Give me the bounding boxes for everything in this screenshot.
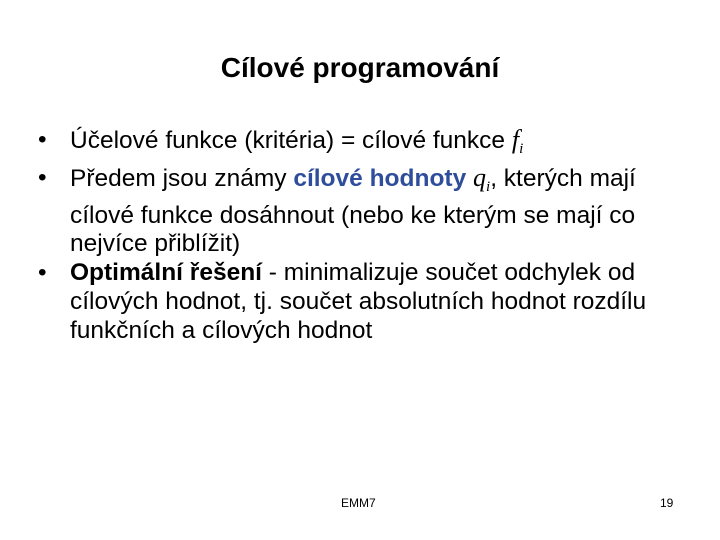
math-subscript: i xyxy=(519,141,524,157)
slide-title: Cílové programování xyxy=(220,52,500,83)
bullet-text-rest: , kterých mají cílové funkce dosáhnout (nebo ke kterým se mají co nejvíce přiblížit) xyxy=(70,164,636,258)
bullet-item-2 xyxy=(38,164,698,259)
math-symbol: f xyxy=(511,125,520,154)
bullet-text-lead: Předem jsou známy xyxy=(70,164,294,192)
bullet-item-3 xyxy=(38,259,698,345)
bullet-marker: • xyxy=(38,126,47,153)
bold-term: Optimální řešení xyxy=(70,259,262,287)
page-number: 19 xyxy=(660,496,674,510)
slide-footer: EMM7 xyxy=(341,496,376,510)
bullet-item-1 xyxy=(38,126,698,164)
bullet-list xyxy=(38,126,698,346)
math-symbol: q xyxy=(473,162,487,192)
bullet-text-rest: - minimalizuje součet odchylek od cílových hodnot, tj. součet absolutních hodnot rozdílu funkčních a cílových hodnot xyxy=(70,259,647,344)
bullet-marker: • xyxy=(38,259,47,287)
bullet-marker: • xyxy=(38,163,47,191)
spacer-text xyxy=(466,165,473,192)
math-subscript: i xyxy=(486,178,491,195)
highlighted-term: cílové hodnoty xyxy=(293,164,467,192)
bullet-text: Účelové funkce (kritéria) = cílové funkce xyxy=(70,127,512,154)
